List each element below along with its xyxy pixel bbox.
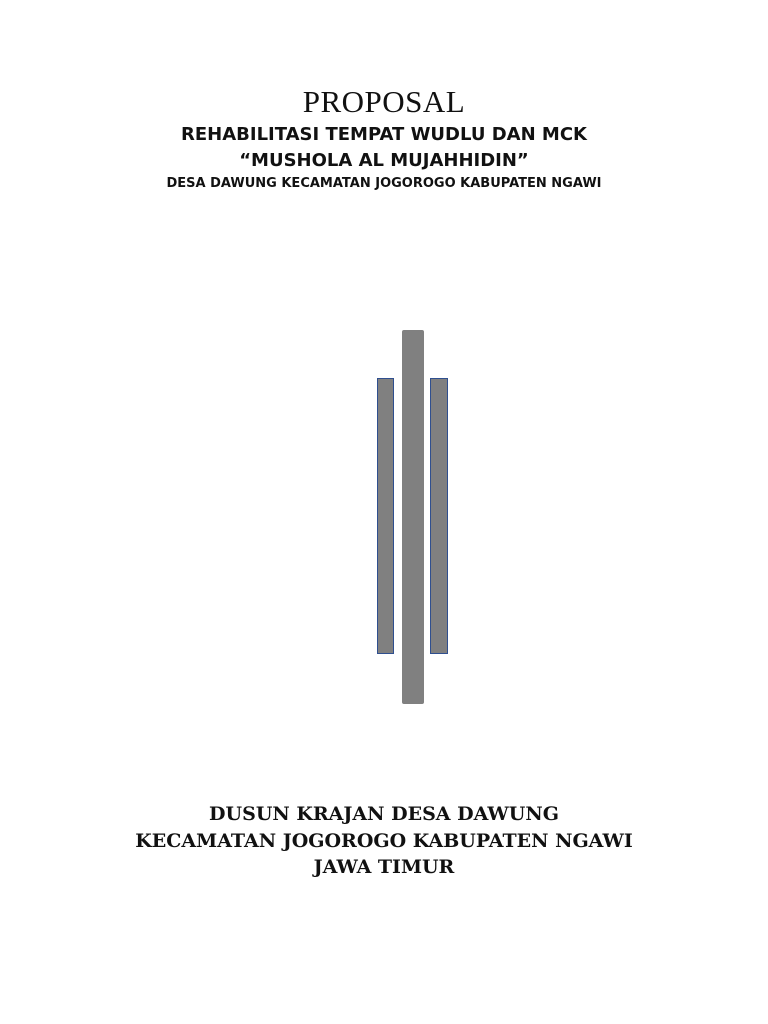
footer-address-line2: KECAMATAN JOGOROGO KABUPATEN NGAWI bbox=[135, 830, 633, 852]
footer-address-line1: DUSUN KRAJAN DESA DAWUNG bbox=[209, 803, 559, 825]
decorative-bar-left bbox=[377, 378, 394, 654]
subtitle-mushola-name: “MUSHOLA AL MUJAHHIDIN” bbox=[239, 150, 529, 171]
subtitle-project: REHABILITASI TEMPAT WUDLU DAN MCK bbox=[181, 124, 587, 145]
document-title: PROPOSAL bbox=[302, 84, 466, 119]
decorative-bar-center bbox=[402, 330, 424, 704]
footer-address-line3: JAWA TIMUR bbox=[313, 856, 455, 878]
subtitle-location: DESA DAWUNG KECAMATAN JOGOROGO KABUPATEN NGAWI bbox=[166, 176, 602, 191]
decorative-bar-right bbox=[430, 378, 448, 654]
